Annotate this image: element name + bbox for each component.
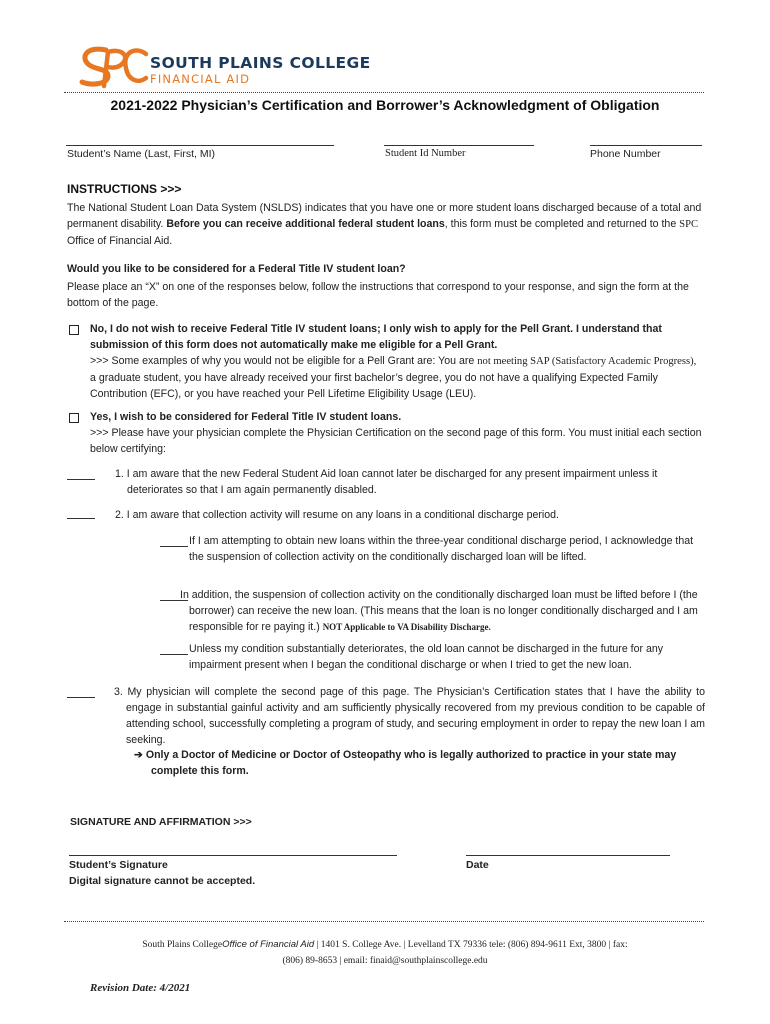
instructions-emphasis: Before you can receive additional federal student loans <box>166 218 445 230</box>
option-no-detail-a: >>> Some examples of why you would not be eligible for a Pell Grant are: You are <box>90 355 475 367</box>
question-text: Please place an “X” on one of the responses below, follow the instructions that correspond to your response, and sign the form at the bottom of the page. <box>67 281 689 309</box>
option-yes-block <box>90 409 705 457</box>
sub-b-note: NOT Applicable to VA Disability Discharge. <box>322 622 491 632</box>
instructions-text-1: The National Student Loan Data System (NSLDS) indicates that you have one or more student loans discharged because of a total and permanent disability. <box>67 202 702 230</box>
initial-blank-3[interactable] <box>67 697 95 698</box>
sub-b-text: In addition, the suspension of collection activity on the conditionally discharged loan must be lifted before I (the borrower) can receive the new loan. (This means that the loan is no longer conditionally discharged and I am responsible for re paying it.) <box>180 589 698 633</box>
student-name-label: Student’s Name (Last, First, MI) <box>67 148 216 160</box>
certification-item-2: 2. I am aware that collection activity will resume on any loans in a conditional discharge period. <box>115 509 559 521</box>
student-signature-field[interactable] <box>69 855 397 856</box>
header-divider <box>64 92 704 93</box>
signature-heading: SIGNATURE AND AFFIRMATION >>> <box>70 816 252 828</box>
instructions-spc: SPC <box>679 219 699 230</box>
spc-monogram-icon <box>78 42 150 90</box>
initial-blank-1[interactable] <box>67 479 95 480</box>
option-no-text: No, I do not wish to receive Federal Title IV student loans; I only wish to apply for the Pell Grant. I understand that submission of this form does not automatically make me eligible for a Pell Grant. <box>90 323 662 351</box>
student-signature-label: Student’s Signature <box>69 859 168 871</box>
certification-item-3: 3. My physician will complete the second page of this page. The Physician’s Certification states that I have the ability to engage in substantial gainful activity and am sufficiently physically recovered from my previous condition to be capable of attending school, successfully completing a program of study, and securing employment in order to repay the new loan I am seeking. <box>114 686 705 746</box>
option-yes-checkbox[interactable] <box>69 413 79 423</box>
initial-blank-2c[interactable] <box>160 654 188 655</box>
form-title: 2021-2022 Physician’s Certification and Borrower’s Acknowledgment of Obligation <box>110 97 660 113</box>
arrow-right-icon: ➔ <box>134 749 143 761</box>
revision-date: Revision Date: 4/2021 <box>90 982 191 994</box>
option-no-checkbox[interactable] <box>69 325 79 335</box>
certification-sub-a: If I am attempting to obtain new loans within the three-year conditional discharge period, I acknowledge that the suspension of collection activity on the conditionally discharged loan will be lifted. <box>189 535 694 563</box>
question-instructions <box>67 279 705 311</box>
phone-field[interactable] <box>590 145 702 146</box>
option-no-detail-serif: not meeting SAP (Satisfactory Academic Progress), <box>477 356 697 367</box>
instructions-text-2: , this form must be completed and returned to the <box>444 218 677 230</box>
option-yes-detail: >>> Please have your physician complete the Physician Certification on the second page of this form. You must initial each section below certifying: <box>90 427 702 455</box>
date-field[interactable] <box>466 855 670 856</box>
footer-divider <box>64 921 704 922</box>
option-no-detail-b: a graduate student, you have already received your first bachelor’s degree, you do not have a qualifying Expected Family Contribution (EFC), or you have reached your Pell Lifetime Eligibility Usage (LEU). <box>90 372 658 400</box>
instructions-paragraph <box>67 200 705 249</box>
footer-line1: | 1401 S. College Ave. | Levelland TX 79336 tele: (806) 894-9611 Ext, 3800 | fax: <box>316 940 628 950</box>
instructions-heading: INSTRUCTIONS >>> <box>67 182 182 196</box>
digital-signature-note: Digital signature cannot be accepted. <box>69 875 256 887</box>
footer-office: Office of Financial Aid <box>222 939 315 950</box>
question-heading: Would you like to be considered for a Federal Title IV student loan? <box>67 263 406 275</box>
footer-college: South Plains College <box>142 940 223 950</box>
college-name: SOUTH PLAINS COLLEGE <box>150 54 371 72</box>
initial-blank-2a[interactable] <box>160 546 188 547</box>
footer-address <box>0 937 770 969</box>
physician-requirement-text: Only a Doctor of Medicine or Doctor of Osteopathy who is legally authorized to practice in your state may complete this form. <box>145 749 677 777</box>
initial-blank-2[interactable] <box>67 518 95 519</box>
date-label: Date <box>466 859 489 871</box>
student-name-field[interactable] <box>66 145 334 146</box>
certification-item-1: 1. I am aware that the new Federal Student Aid loan cannot later be discharged for any present impairment unless it deteriorates so that I am again permanently disabled. <box>115 468 658 496</box>
option-no-block <box>90 321 705 402</box>
student-id-field[interactable] <box>384 145 534 146</box>
certification-sub-b <box>180 587 706 635</box>
option-yes-text: Yes, I wish to be considered for Federal Title IV student loans. <box>90 411 402 423</box>
footer-line2: (806) 89-8653 | email: finaid@southplainscollege.edu <box>282 956 488 966</box>
phone-label: Phone Number <box>590 148 661 160</box>
physician-requirement <box>134 747 706 779</box>
department-name: FINANCIAL AID <box>150 72 251 86</box>
student-id-label: Student Id Number <box>385 148 466 159</box>
instructions-text-3: Office of Financial Aid. <box>67 235 173 247</box>
certification-sub-c: Unless my condition substantially deteriorates, the old loan cannot be discharged in the future for any impairment present when I began the conditional discharge or when I tried to get the new loan. <box>189 643 664 671</box>
